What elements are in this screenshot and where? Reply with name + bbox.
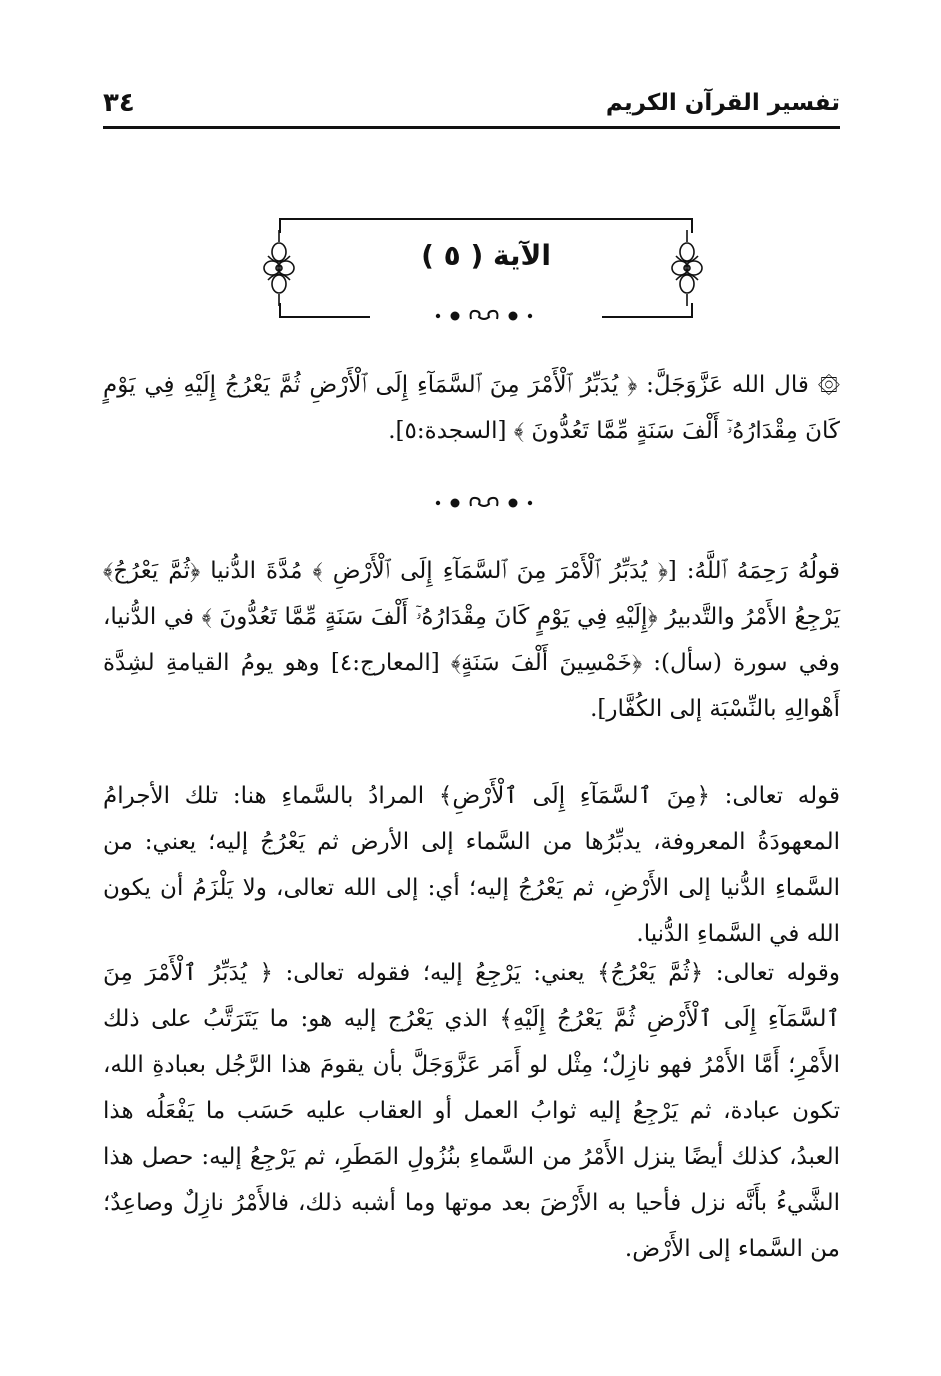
verse-heading: الآية ( ٥ ) [421,239,551,272]
page-header [103,88,840,128]
book-title: تفسير القرآن الكريم [605,90,840,116]
page-number: ٣٤ [103,88,135,118]
divider-ornament-icon [424,306,544,326]
divider-ornament-icon [424,493,544,513]
knot-ornament-right-icon [670,230,704,306]
knot-ornament-left-icon [262,230,296,306]
commentary-paragraph: قولُهُ رَحِمَهُ ٱللَّهُ: [﴿ يُدَبِّرُ ٱلْأَمْرَ مِنَ ٱلسَّمَآءِ إِلَى ٱلْأَرْضِ ﴾ مُدَّةَ الدُّنيا ﴿ثُمَّ يَعْرُجُ﴾ يَرْجِعُ الأَمْرُ والتَّدبيرُ ﴿إِلَيْهِ فِي يَوْمٍ كَانَ مِقْدَارُهُۥٓ أَلْفَ سَنَةٍ مِّمَّا تَعُدُّونَ ﴾ في الدُّنيا، وفي سورة (سأل): ﴿خَمْسِينَ أَلْفَ سَنَةٍ﴾ [المعارج:٤] وهو يومُ القيامةِ لشِدَّة أَهْوالِهِ بالنِّسْبَة إلى الكُفَّار]. [103,558,841,722]
explanation-paragraph: وقوله تعالى: ﴿ثُمَّ يَعْرُجُ﴾ يعني: يَرْجِعُ إليه؛ فقوله تعالى: ﴿ يُدَبِّرُ ٱلْأَمْرَ مِنَ ٱلسَّمَآءِ إِلَى ٱلْأَرْضِ ثُمَّ يَعْرُجُ إِلَيْهِ﴾ الذي يَعْرُج إليه هو: ما يَتَرَتَّبُ على ذلك الأَمْرِ؛ أَمَّا الأَمْرُ فهو نازِلٌ؛ مِثْل لو أَمَر عَزَّوَجَلَّ بأن يقومَ هذا الرَّجُل بعبادةِ الله، تكون عبادة، ثم يَرْجِعُ إليه ثوابُ العمل أو العقاب عليه حَسَب ما يَفْعَلُه هذا العبدُ، كذلك أيضًا ينزل الأَمْرُ من السَّماءِ بنُزُولِ المَطَرِ، ثم يَرْجِعُ إليه: حصل هذا الشَّيءُ بأَنَّه نزل فأحيا به الأَرْضَ بعد موتها وما أشبه ذلك، فالأَمْرُ نازِلٌ وصاعِدٌ؛ من السَّماء إلى الأَرْض. [103,960,840,1262]
header-rule [103,126,840,129]
verse-paragraph: ۞ قال الله عَزَّوَجَلَّ: ﴿ يُدَبِّرُ ٱلْأَمْرَ مِنَ ٱلسَّمَآءِ إِلَى ٱلْأَرْضِ ثُمَّ يَعْرُجُ إِلَيْهِ فِي يَوْمٍ كَانَ مِقْدَارُهُۥٓ أَلْفَ سَنَةٍ مِّمَّا تَعُدُّونَ ﴾ [السجدة:٥]. [103,372,840,444]
explanation-paragraph: قوله تعالى: ﴿مِنَ ٱلسَّمَآءِ إِلَى ٱلْأَرْضِ﴾ المرادُ بالسَّماءِ هنا: تلك الأجرامُ المعهودَةُ المعروفة، يدبِّرُها من السَّماء إلى الأرض ثم يَعْرُجُ إليه؛ يعني: من السَّماءِ الدُّنيا إلى الأَرْضِ، ثم يَعْرُجُ إليه؛ أي: إلى الله تعالى، ولا يَلْزَمُ أن يكون الله في السَّماءِ الدُّنيا. [103,783,840,947]
